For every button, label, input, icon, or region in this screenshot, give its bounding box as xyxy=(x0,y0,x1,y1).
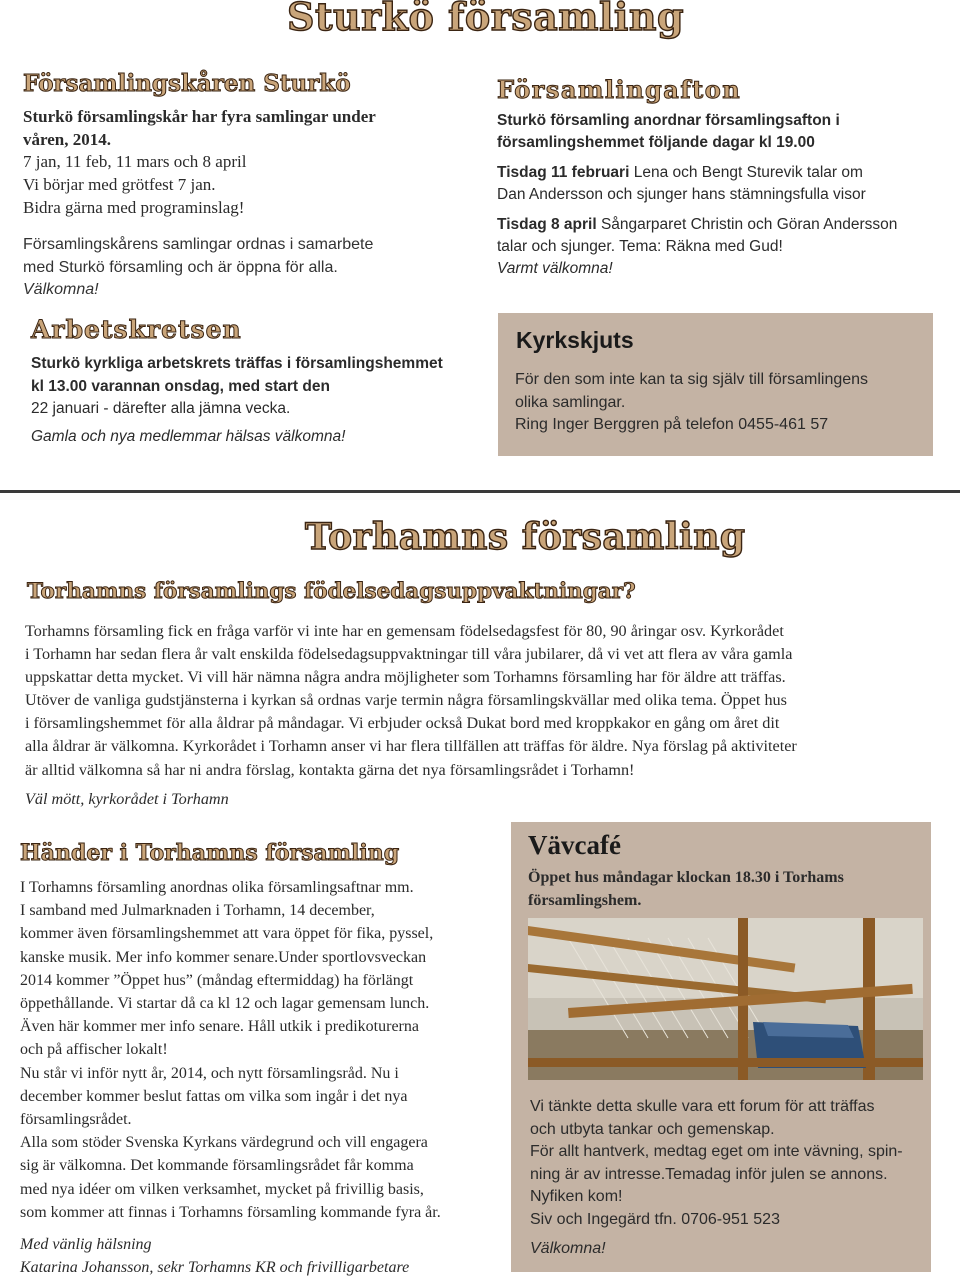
hander-line: med nya idéer om vilken verksamhet, mycket på frivillig basis, xyxy=(20,1180,424,1198)
torhamn-title: Torhamns församling xyxy=(305,516,746,558)
vavcafe-line: Nyfiken kom! xyxy=(530,1188,623,1206)
hander-line: kanske musik. Mer info kommer senare.Under sportlovsveckan xyxy=(20,948,427,966)
hander-line: Alla som stöder Svenska Kyrkans värdegrund och vill engagera xyxy=(20,1134,428,1152)
vavcafe-box xyxy=(511,822,931,1272)
hander-text xyxy=(20,876,500,1279)
arbetskretsen-text xyxy=(31,353,471,448)
fodelse-line: alla åldrar är välkomna. Kyrkorådet i Torhamn anser vi har flera tillfällen att träffas för äldre. Nya förslag på aktiviteter xyxy=(25,737,797,756)
arbetskretsen-heading: Arbetskretsen xyxy=(31,315,242,344)
fodelse-line: i Torhamn har sedan flera år valt enskilda födelsedagsuppvaktningar till våra jubilarer, då vi vet att flera av våra gamla xyxy=(25,645,793,664)
fodelse-line: uppskattar detta mycket. Vi vill här nämna några andra möjligheter som Torhamns församling har för äldre att träffas. xyxy=(25,668,786,687)
kar-line: Vi börjar med grötfest 7 jan. xyxy=(23,175,216,195)
hander-line: I samband med Julmarknaden i Torhamn, 14 december, xyxy=(20,902,375,920)
hander-sign2: Katarina Johansson, sekr Torhamns KR och frivilligarbetare xyxy=(20,1259,410,1277)
vavcafe-line: ning är av intresse.Temadag inför julen se annons. xyxy=(530,1165,888,1183)
fodelse-line: Utöver de vanliga gudstjänsterna i kyrkan så ordnas varje termin några församlingskvällar med olika tema. Öppet hus xyxy=(25,691,787,710)
kyrkskjuts-heading: Kyrkskjuts xyxy=(516,327,634,353)
vavcafe-line: och utbyta tankar och gemenskap. xyxy=(530,1120,775,1138)
fodelsedag-text xyxy=(25,620,955,811)
afton-text-1b: Dan Andersson och sjunger hans stämningsfulla visor xyxy=(497,186,866,203)
hander-line: och på affischer lokalt! xyxy=(20,1041,168,1059)
fodelse-line: är alltid välkomna så har ni andra förslag, kontakta gärna det nya församlingsrådet i Torhamn! xyxy=(25,760,635,779)
vavcafe-text xyxy=(530,1096,925,1260)
sturko-title: Sturkö församling xyxy=(287,0,685,39)
afton-event-2 xyxy=(497,214,947,236)
fodelse-signoff: Väl mött, kyrkorådet i Torhamn xyxy=(25,789,229,808)
forsamlingskaren-heading: Församlingskåren Sturkö xyxy=(23,70,351,97)
hander-line: Även här kommer mer info senare. Håll utkik i predikoturerna xyxy=(20,1018,419,1036)
afton-event-1 xyxy=(497,162,947,184)
vavcafe-line: För allt hantverk, medtag eget om inte vävning, spin- xyxy=(530,1143,903,1161)
section-divider xyxy=(0,490,960,493)
fodelse-line: i församlingshemmet för alla åldrar på måndagar. Vi erbjuder också Dukat bord med kroppkakor en gång om året dit xyxy=(25,714,780,733)
arbets-line: 22 januari - därefter alla jämna vecka. xyxy=(31,400,291,417)
afton-text-1a: Lena och Bengt Sturevik talar om xyxy=(633,164,863,181)
kar-body-line: Församlingskårens samlingar ordnas i samarbete xyxy=(23,236,374,253)
afton-text-2b: talar och sjunger. Tema: Räkna med Gud! xyxy=(497,238,783,255)
afton-text-2a: Sångarparet Christin och Göran Andersson xyxy=(600,216,898,233)
arbets-line: kl 13.00 varannan onsdag, med start den xyxy=(31,377,330,395)
vavcafe-line: Siv och Ingegärd tfn. 0706-951 523 xyxy=(530,1210,780,1228)
afton-date-1: Tisdag 11 februari xyxy=(497,164,630,181)
forsamlingafton-text xyxy=(497,110,947,280)
vavcafe-heading: Vävcafé xyxy=(528,830,621,860)
forsamlingskaren-body xyxy=(23,234,463,302)
kar-line: Sturkö församlingskår har fyra samlingar under xyxy=(23,107,376,126)
vavcafe-sub-line: Öppet hus måndagar klockan 18.30 i Torhams xyxy=(528,869,844,886)
kar-welcome: Välkomna! xyxy=(23,281,99,298)
afton-intro: församlingshemmet följande dagar kl 19.00 xyxy=(497,134,815,151)
kyrkskjuts-line: För den som inte kan ta sig själv till församlingens xyxy=(515,371,869,388)
loom-photo xyxy=(528,918,923,1080)
vavcafe-subheading xyxy=(528,867,923,912)
kyrkskjuts-line: olika samlingar. xyxy=(515,393,626,411)
kyrkskjuts-text xyxy=(515,369,925,437)
afton-date-2: Tisdag 8 april xyxy=(497,216,597,233)
afton-intro: Sturkö församling anordnar församlingsafton i xyxy=(497,112,840,129)
hander-line: församlingsrådet. xyxy=(20,1111,132,1129)
vavcafe-line: Vi tänkte detta skulle vara ett forum för att träffas xyxy=(530,1098,875,1115)
kar-line: 7 jan, 11 feb, 11 mars och 8 april xyxy=(23,152,247,172)
hander-line: som kommer att finnas i Torhamns församling kommande fyra år. xyxy=(20,1203,441,1221)
vavcafe-sub-line: församlingshem. xyxy=(528,891,642,909)
vavcafe-welcome: Välkomna! xyxy=(530,1239,606,1257)
forsamlingafton-heading: Församlingafton xyxy=(497,75,742,104)
arbets-welcome: Gamla och nya medlemmar hälsas välkomna! xyxy=(31,427,346,445)
hander-sign1: Med vänlig hälsning xyxy=(20,1236,152,1254)
kyrkskjuts-line: Ring Inger Berggren på telefon 0455-461 57 xyxy=(515,416,829,433)
hander-line: 2014 kommer ”Öppet hus” (måndag eftermiddag) ha förlängt xyxy=(20,971,414,989)
hander-line: öppethållande. Vi startar då ca kl 12 och lagar gemensam lunch. xyxy=(20,995,430,1013)
afton-welcome: Varmt välkomna! xyxy=(497,260,613,277)
fodelse-line: Torhamns församling fick en fråga varför vi inte har en gemensam födelsedagsfest för 80, 90 åringar osv. Kyrkorådet xyxy=(25,622,784,640)
hander-line: I Torhamns församling anordnas olika församlingsaftnar mm. xyxy=(20,879,414,896)
kar-body-line: med Sturkö församling och är öppna för alla. xyxy=(23,258,338,276)
hander-line: kommer även församlingshemmet att vara öppet för fika, pyssel, xyxy=(20,925,434,943)
arbets-line: Sturkö kyrkliga arbetskrets träffas i församlingshemmet xyxy=(31,355,443,372)
hander-line: Nu står vi inför nytt år, 2014, och nytt församlingsråd. Nu i xyxy=(20,1064,399,1082)
kar-line: Bidra gärna med programinslag! xyxy=(23,197,245,217)
hander-heading: Händer i Torhamns församling xyxy=(20,840,400,866)
kyrkskjuts-box xyxy=(498,313,933,456)
hander-line: sig är välkomna. Det kommande församlingsrådet får komma xyxy=(20,1157,414,1175)
hander-line: december kommer beslut fattas om vilka som ingår i det nya xyxy=(20,1087,408,1105)
fodelsedag-heading: Torhamns församlings födelsedagsuppvaktningar? xyxy=(27,579,636,604)
kar-line: våren, 2014. xyxy=(23,129,111,149)
forsamlingskaren-text xyxy=(23,106,463,220)
